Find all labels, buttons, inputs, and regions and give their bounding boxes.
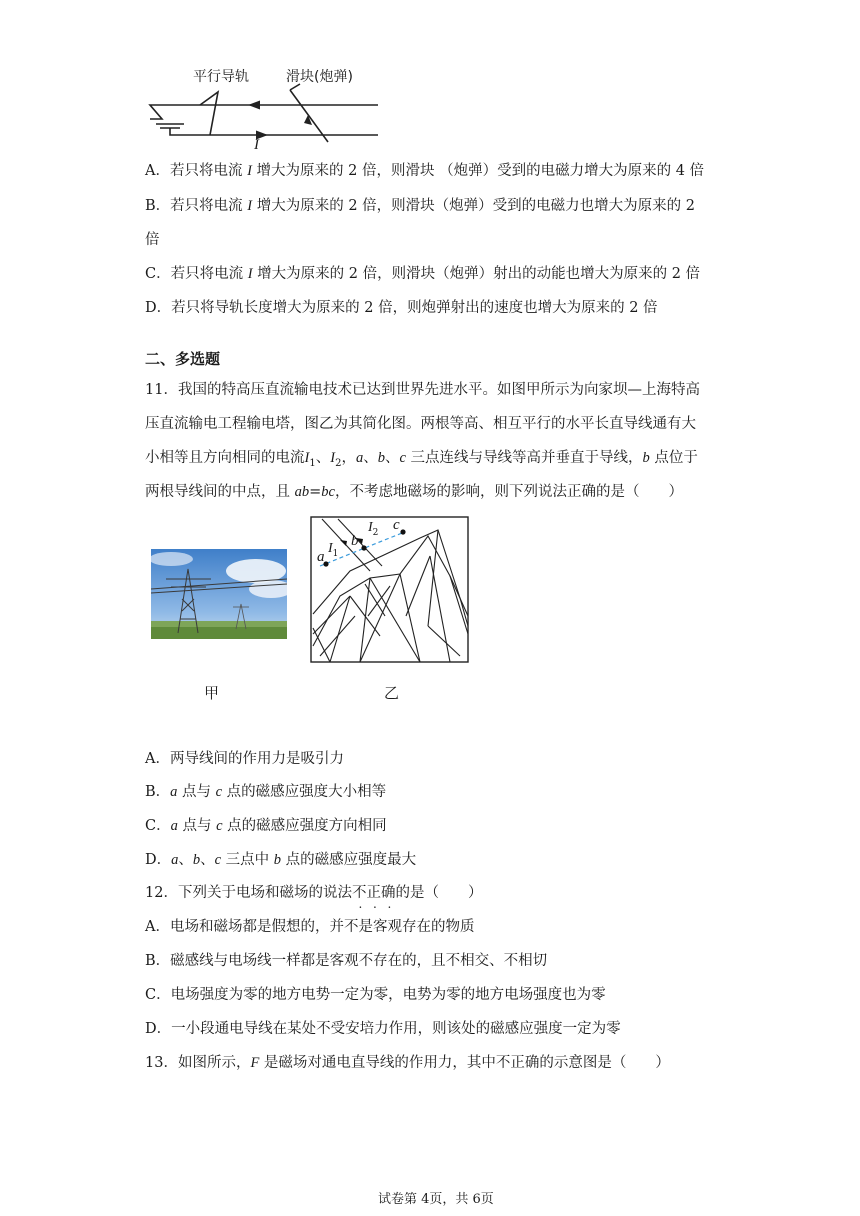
q12-option-b: B．磁感线与电场线一样都是客观不存在的，且不相交、不相切 — [145, 953, 548, 969]
q12-option-a: A．电场和磁场都是假想的，并不是客观存在的物质 — [145, 919, 475, 935]
tower-diagram — [310, 516, 470, 664]
q12-stem: 12．下列关于电场和磁场的说法不正确的是（ ） — [145, 885, 483, 901]
page-footer: 试卷第 4页，共 6页 — [378, 1192, 494, 1207]
section-title: 二、多选题 — [145, 350, 221, 368]
slider-arrow-icon — [304, 115, 312, 125]
q10-option-c: C．若只将电流 I 增大为原来的 2 倍，则滑块（炮弹）射出的动能也增大为原来的 2 倍 — [145, 266, 701, 282]
q11-option-c: C．a 点与 c 点的磁感应强度方向相同 — [145, 818, 387, 834]
label-current: I — [254, 137, 259, 153]
fig-label-c: c — [393, 517, 400, 533]
q11-option-a: A．两导线间的作用力是吸引力 — [145, 751, 344, 767]
current-arrow-icon — [340, 540, 347, 546]
label-rails: 平行导轨 — [193, 69, 249, 85]
fig-label-I2: $I_2$ — [368, 520, 379, 538]
fig-label-I1: $I_1$ — [328, 541, 339, 559]
point-c — [400, 529, 405, 534]
caption-yi: 乙 — [384, 684, 400, 702]
tower-photo — [151, 549, 287, 639]
q11-option-b: B．a 点与 c 点的磁感应强度大小相等 — [145, 784, 387, 800]
q11-line-2: 压直流输电工程输电塔，图乙为其简化图。两根等高、相互平行的水平长直导线通有大 — [145, 416, 696, 432]
q11-option-d: D．a、b、c 三点中 b 点的磁感应强度最大 — [145, 852, 417, 868]
q10-option-b-cont: 倍 — [145, 232, 160, 248]
point-b — [361, 545, 366, 550]
q11-line-4: 两根导线间的中点，且 ab=bc，不考虑地磁场的影响，则下列说法正确的是（ ） — [145, 484, 683, 500]
q11-line-1: 11．我国的特高压直流输电技术已达到世界先进水平。如图甲所示为向家坝—上海特高 — [145, 382, 700, 398]
q13-stem: 13．如图所示，F 是磁场对通电直导线的作用力，其中不正确的示意图是（ ） — [145, 1055, 670, 1071]
q11-line-3: 小相等且方向相同的电流$I_1$、$I_2$，a、b、c 三点连线与导线等高并垂直于导线，b 点位于 — [145, 450, 698, 469]
fig-label-b: b — [351, 533, 359, 549]
q10-option-d: D．若只将导轨长度增大为原来的 2 倍，则炮弹射出的速度也增大为原来的 2 倍 — [145, 300, 658, 316]
q12-option-c: C．电场强度为零的地方电势一定为零，电势为零的地方电场强度也为零 — [145, 987, 606, 1003]
q10-option-a: A．若只将电流 I 增大为原来的 2 倍，则滑块 （炮弹）受到的电磁力增大为原来的 4 倍 — [145, 163, 705, 179]
q10-option-b: B．若只将电流 I 增大为原来的 2 倍，则滑块（炮弹）受到的电磁力也增大为原来的 2 — [145, 198, 695, 214]
fig-label-a: a — [317, 549, 325, 565]
label-slider: 滑块(炮弹) — [286, 69, 353, 85]
q12-option-d: D．一小段通电导线在某处不受安培力作用，则该处的磁感应强度一定为零 — [145, 1021, 621, 1037]
arrow-left-icon — [248, 101, 260, 110]
caption-jia: 甲 — [204, 684, 220, 702]
